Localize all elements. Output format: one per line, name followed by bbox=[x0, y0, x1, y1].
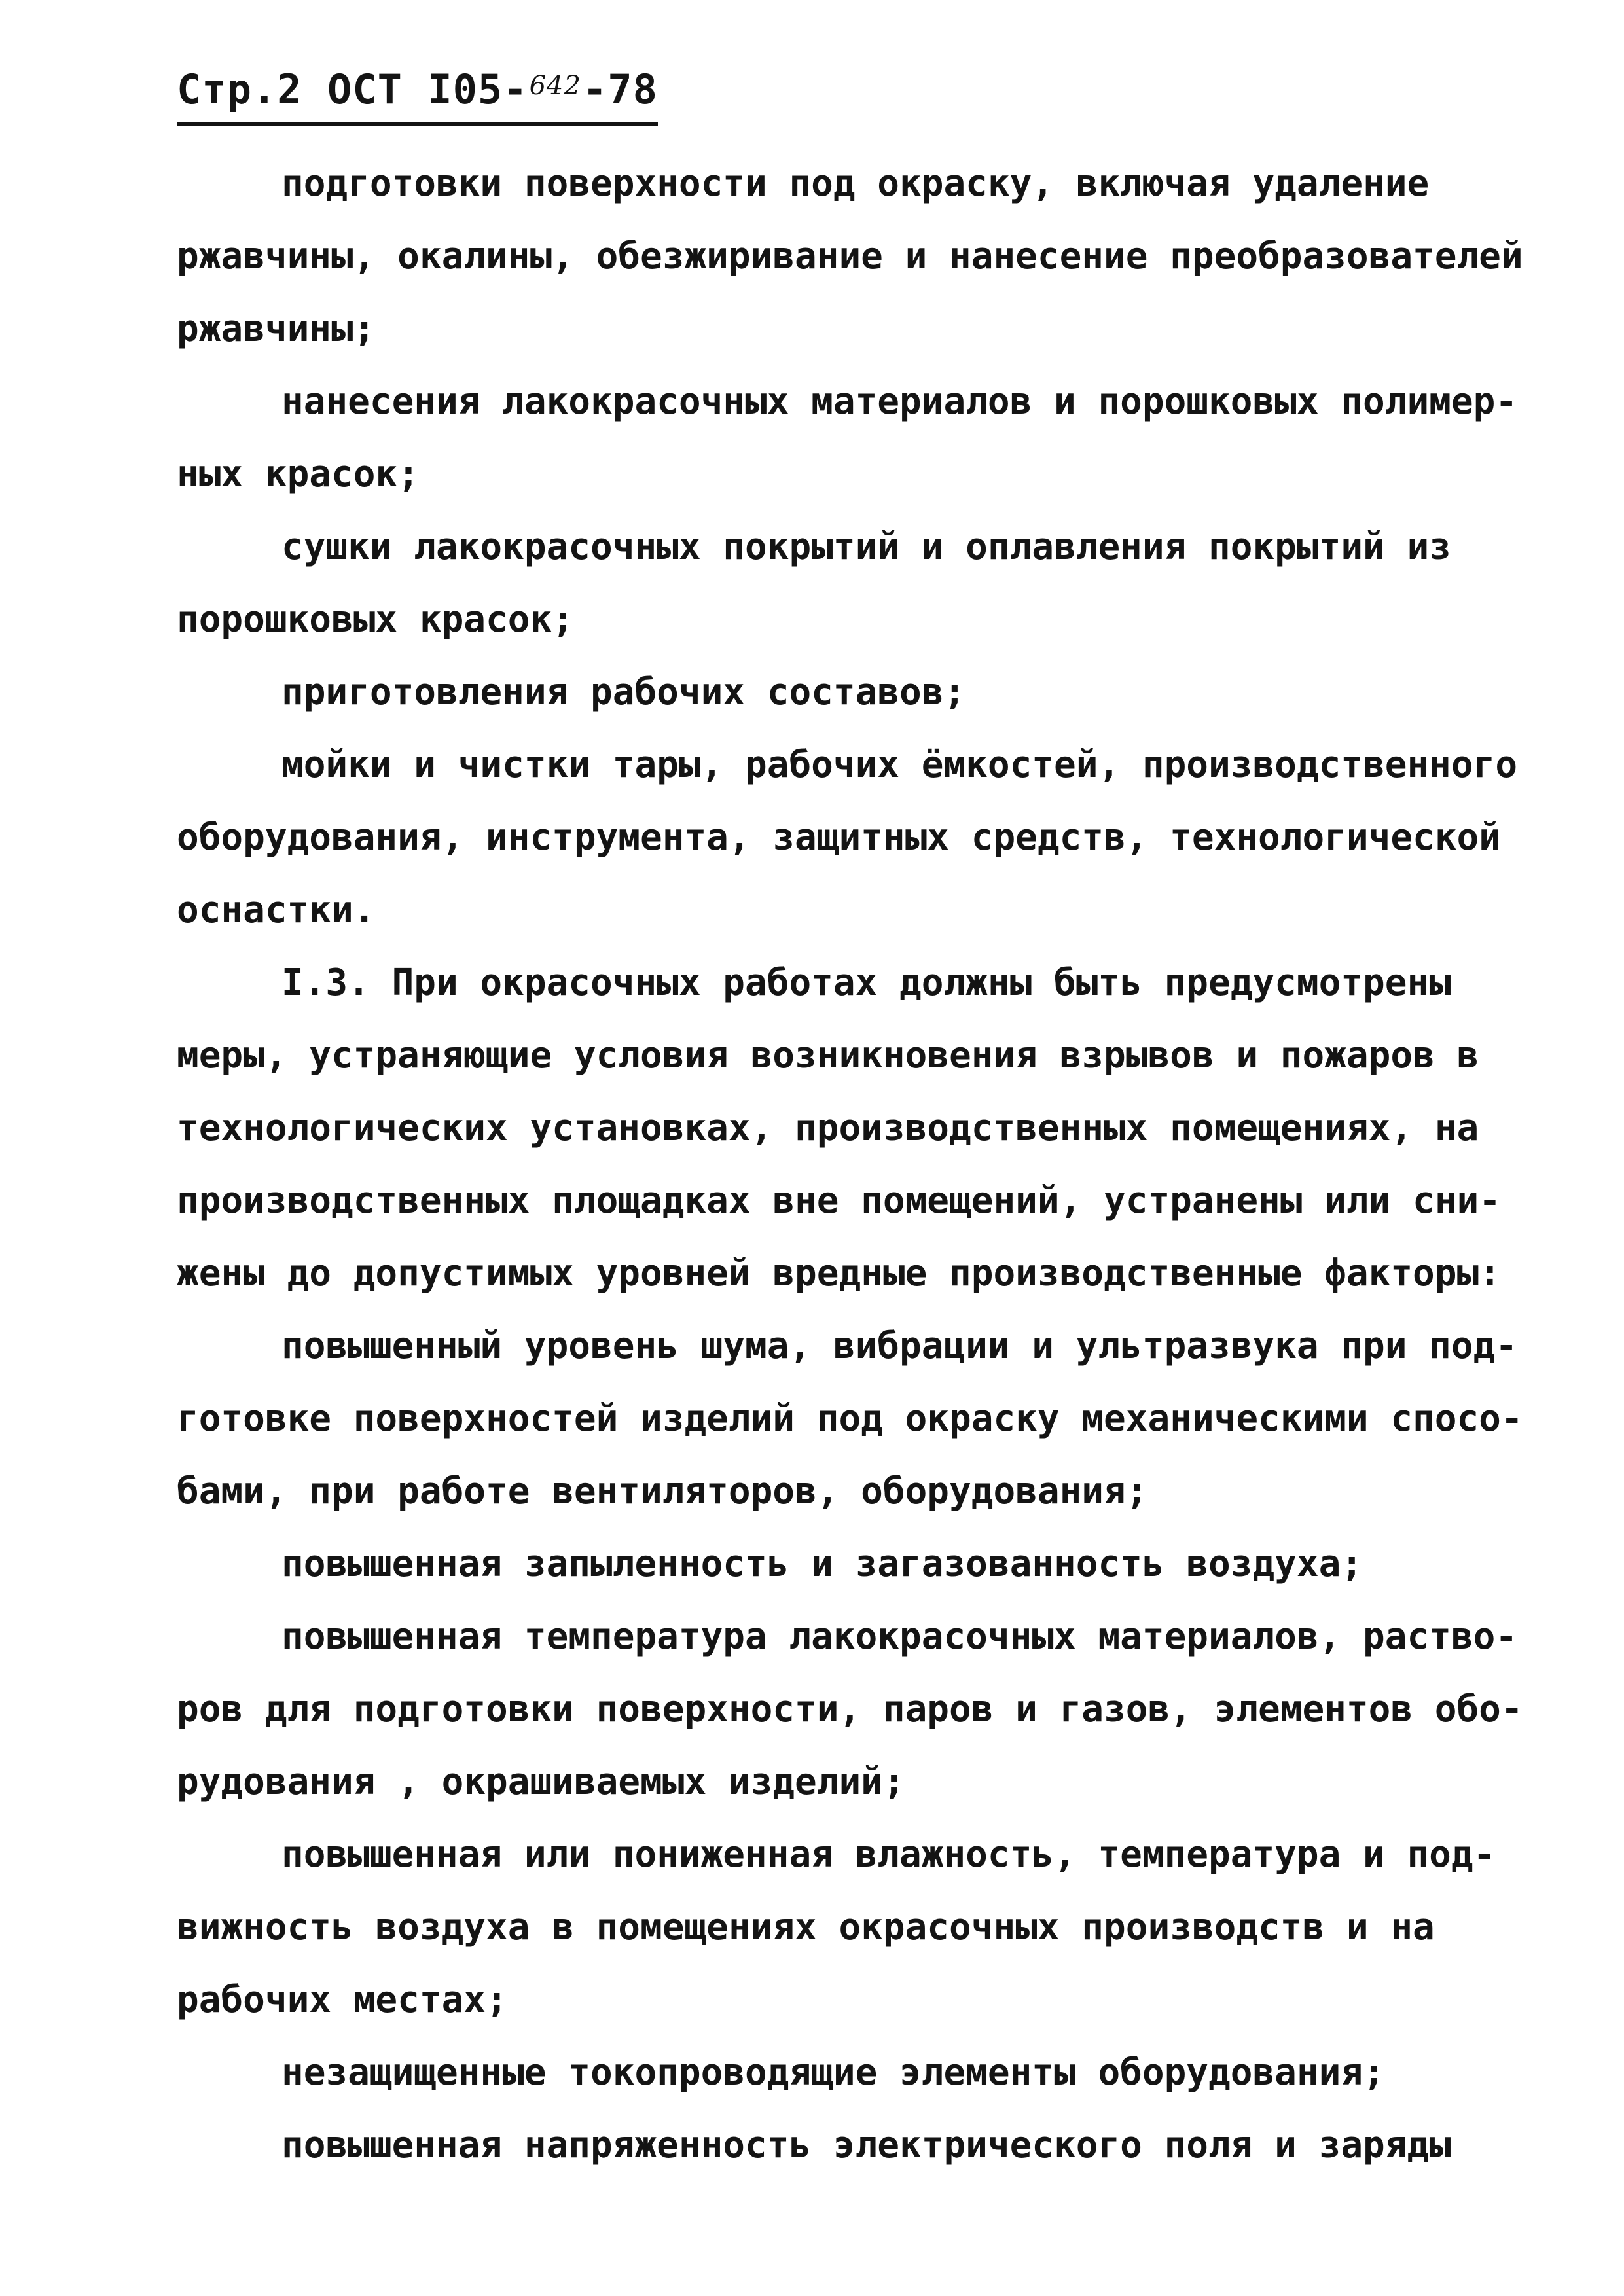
text-line: жены до допустимых уровней вредные производственные факторы: bbox=[177, 1252, 1501, 1295]
text-line: незащищенные токопроводящие элементы оборудования; bbox=[281, 2051, 1385, 2094]
text-line: порошковых красок; bbox=[177, 598, 574, 641]
text-line: оборудования, инструмента, защитных средств, технологической bbox=[177, 816, 1501, 859]
text-line: рудования , окрашиваемых изделий; bbox=[177, 1761, 905, 1803]
text-line: приготовления рабочих составов; bbox=[281, 671, 966, 713]
text-line: повышенная запыленность и загазованность воздуха; bbox=[281, 1543, 1363, 1585]
text-line: рабочих местах; bbox=[177, 1979, 508, 2021]
text-line: повышенная температура лакокрасочных материалов, раство- bbox=[281, 1615, 1518, 1658]
header-prefix: Стр.2 ОСТ I05- bbox=[177, 65, 528, 113]
text-line: готовке поверхностей изделий под окраску механическими спосо- bbox=[177, 1397, 1523, 1440]
text-line: повышенная или пониженная влажность, температура и под- bbox=[281, 1833, 1496, 1876]
text-line: сушки лакокрасочных покрытий и оплавления покрытий из bbox=[281, 526, 1451, 568]
document-body bbox=[177, 147, 1523, 2181]
header-suffix: -78 bbox=[582, 65, 658, 113]
text-line: повышенный уровень шума, вибрации и ультразвука при под- bbox=[281, 1325, 1518, 1367]
text-line: ров для подготовки поверхности, паров и газов, элементов обо- bbox=[177, 1688, 1523, 1731]
text-line: мойки и чистки тары, рабочих ёмкостей, производственного bbox=[281, 744, 1518, 786]
text-line: производственных площадках вне помещений, устранены или сни- bbox=[177, 1179, 1501, 1222]
text-line: ных красок; bbox=[177, 453, 420, 495]
handwritten-standard-number: 642 bbox=[529, 71, 581, 101]
text-line: технологических установках, производственных помещениях, на bbox=[177, 1107, 1479, 1149]
page-header bbox=[177, 65, 658, 126]
text-line: подготовки поверхности под окраску, включая удаление bbox=[281, 162, 1430, 205]
text-line: бами, при работе вентиляторов, оборудования; bbox=[177, 1470, 1148, 1513]
text-line: ржавчины, окалины, обезжиривание и нанесение преобразователей bbox=[177, 235, 1523, 278]
text-line: повышенная напряженность электрического поля и заряды bbox=[281, 2124, 1451, 2166]
text-line: вижность воздуха в помещениях окрасочных производств и на bbox=[177, 1906, 1435, 1948]
section-heading-line: I.3. При окрасочных работах должны быть предусмотрены bbox=[281, 961, 1451, 1004]
text-line: оснастки. bbox=[177, 889, 376, 931]
text-line: ржавчины; bbox=[177, 308, 376, 350]
text-line: нанесения лакокрасочных материалов и порошковых полимер- bbox=[281, 380, 1518, 423]
text-line: меры, устраняющие условия возникновения взрывов и пожаров в bbox=[177, 1034, 1479, 1077]
